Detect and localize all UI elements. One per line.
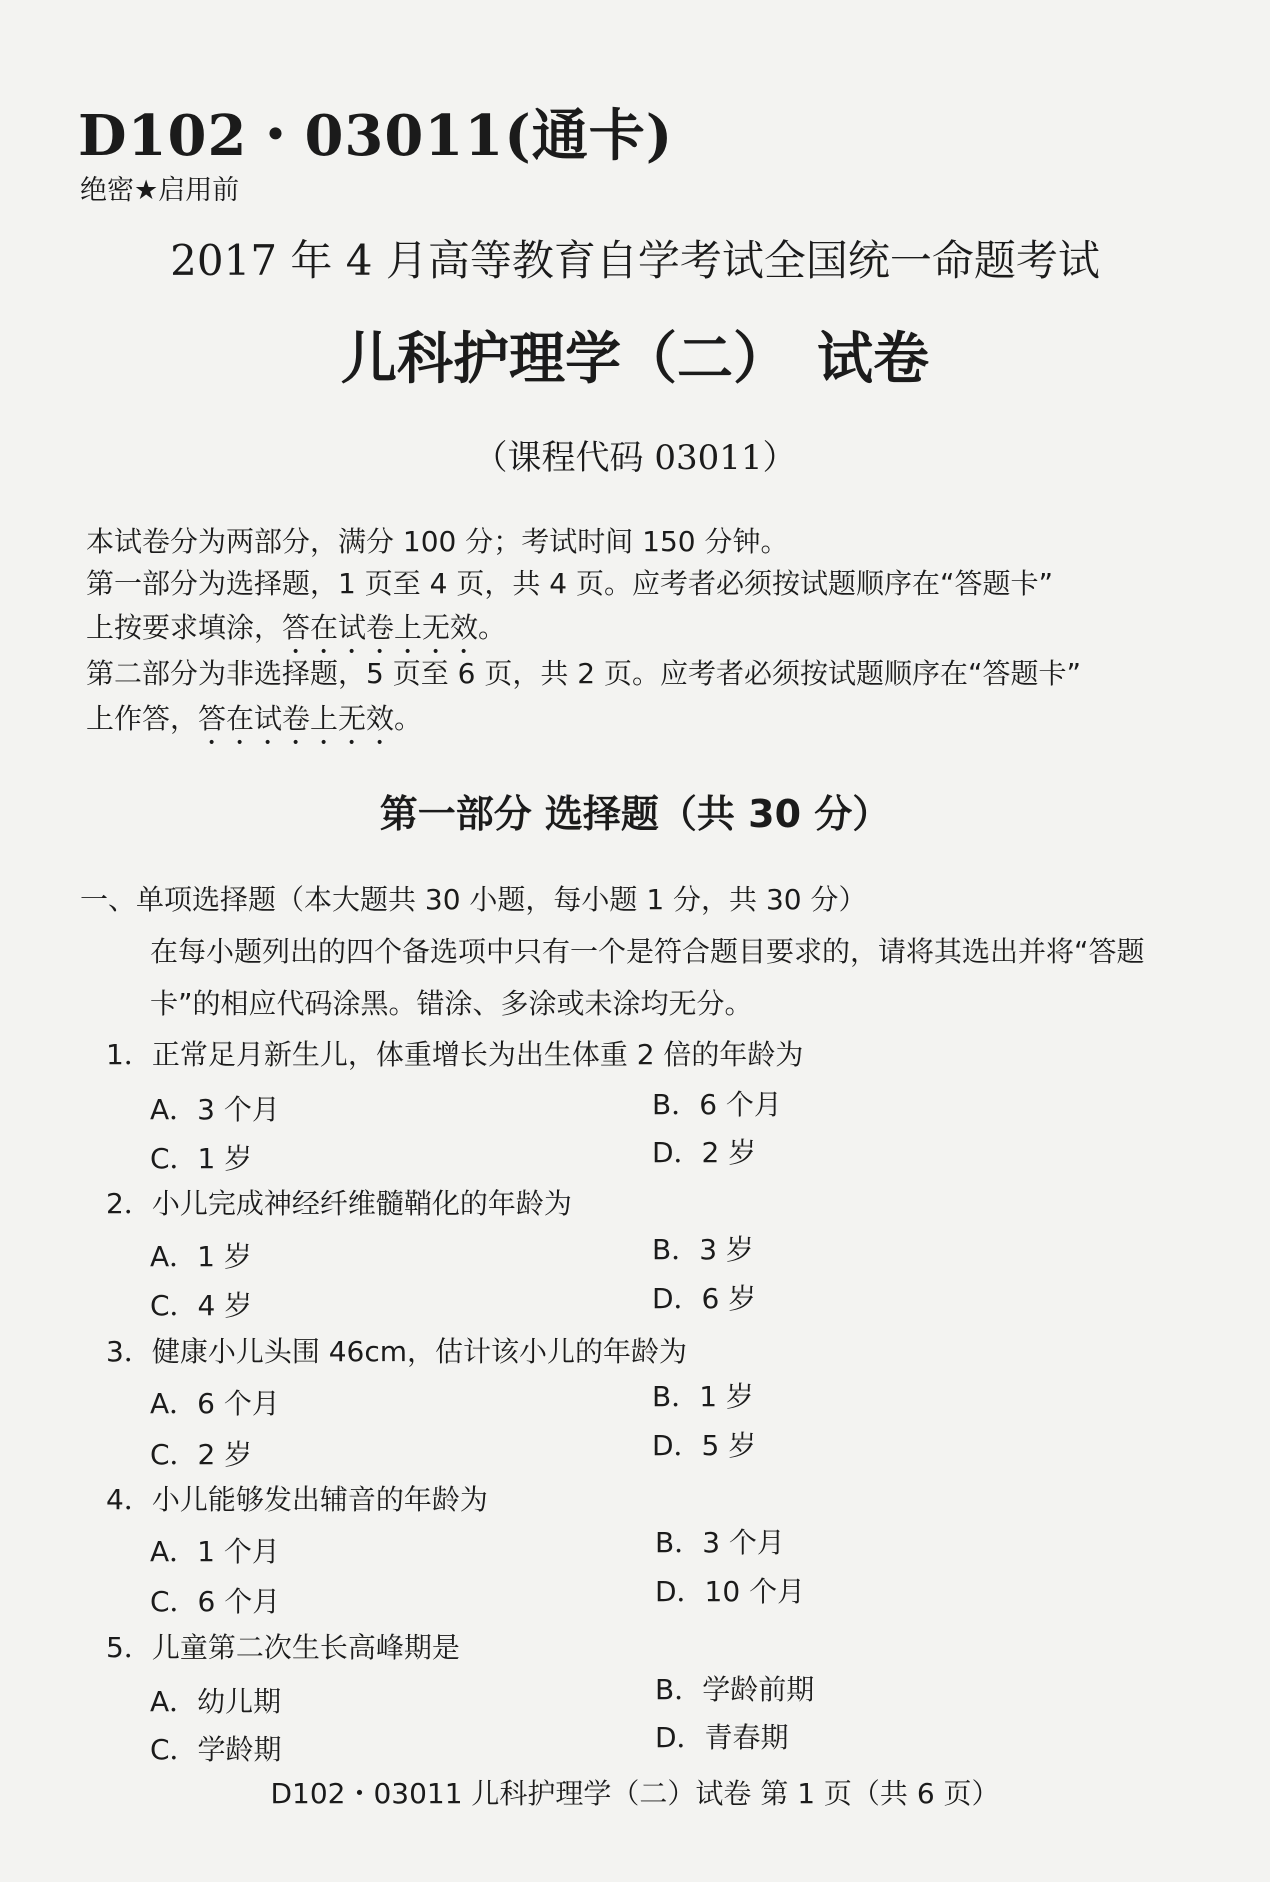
intro-line-5 [86,697,422,751]
part-title: 第一部分 选择题（共 30 分） [379,792,891,836]
question-1-option-a: A．3 个月 [150,1093,280,1126]
intro-line-3-prefix: 上按要求填涂， [86,611,283,644]
question-3-option-a: A．6 个月 [150,1387,280,1420]
question-3-option-d: D．5 岁 [652,1429,757,1462]
question-4-option-a: A．1 个月 [150,1535,280,1568]
intro-line-4: 第二部分为非选择题，5 页至 6 页，共 2 页。应考者必须按试题顺序在“答题卡” [86,657,1081,690]
intro-line-5-prefix: 上作答， [86,702,199,735]
question-2-stem: 2．小儿完成神经纤维髓鞘化的年龄为 [106,1187,572,1220]
question-4-option-b: B．3 个月 [655,1526,785,1559]
question-5-option-c: C．学龄期 [150,1733,282,1766]
course-code: （课程代码 03011） [473,438,797,478]
question-5-option-d: D．青春期 [655,1721,789,1754]
intro-line-5-emphasis: 答在试卷上无效 [198,702,395,735]
intro-line-3-emphasis: 答在试卷上无效 [282,611,479,644]
intro-line-1: 本试卷分为两部分，满分 100 分；考试时间 150 分钟。 [86,525,789,558]
instruction-line-1: 在每小题列出的四个备选项中只有一个是符合题目要求的，请将其选出并将“答题 [150,935,1145,968]
confidential-label: 绝密★启用前 [80,175,240,206]
paper-code: D102・03011(通卡) [78,103,674,169]
question-2-option-d: D．6 岁 [652,1282,757,1315]
question-4-stem: 4．小儿能够发出辅音的年龄为 [106,1483,488,1516]
section-title: 一、单项选择题（本大题共 30 小题，每小题 1 分，共 30 分） [80,883,867,916]
question-1-option-b: B．6 个月 [652,1088,782,1121]
question-3-option-b: B．1 岁 [652,1380,754,1413]
question-2-option-b: B．3 岁 [652,1233,754,1266]
question-1-option-c: C．1 岁 [150,1142,253,1175]
question-5-stem: 5．儿童第二次生长高峰期是 [106,1631,460,1664]
question-3-stem: 3．健康小儿头围 46cm，估计该小儿的年龄为 [106,1335,688,1368]
question-5-option-b: B．学龄前期 [655,1673,815,1706]
exam-title: 2017 年 4 月高等教育自学考试全国统一命题考试 [170,236,1100,285]
page-footer: D102・03011 儿科护理学（二）试卷 第 1 页（共 6 页） [270,1777,1000,1810]
question-5-option-a: A．幼儿期 [150,1685,282,1718]
intro-line-3-suffix: 。 [478,611,507,644]
question-4-option-c: C．6 个月 [150,1585,281,1618]
question-3-option-c: C．2 岁 [150,1438,253,1471]
question-2-option-a: A．1 岁 [150,1240,252,1273]
question-4-option-d: D．10 个月 [655,1575,806,1608]
question-2-option-c: C．4 岁 [150,1289,253,1322]
instruction-line-2: 卡”的相应代码涂黑。错涂、多涂或未涂均无分。 [150,987,753,1020]
question-1-option-d: D．2 岁 [652,1136,757,1169]
question-1-stem: 1．正常足月新生儿，体重增长为出生体重 2 倍的年龄为 [106,1038,804,1071]
paper-title: 儿科护理学（二） 试卷 [341,327,929,392]
intro-line-5-suffix: 。 [394,702,423,735]
intro-line-2: 第一部分为选择题，1 页至 4 页，共 4 页。应考者必须按试题顺序在“答题卡” [86,567,1053,600]
